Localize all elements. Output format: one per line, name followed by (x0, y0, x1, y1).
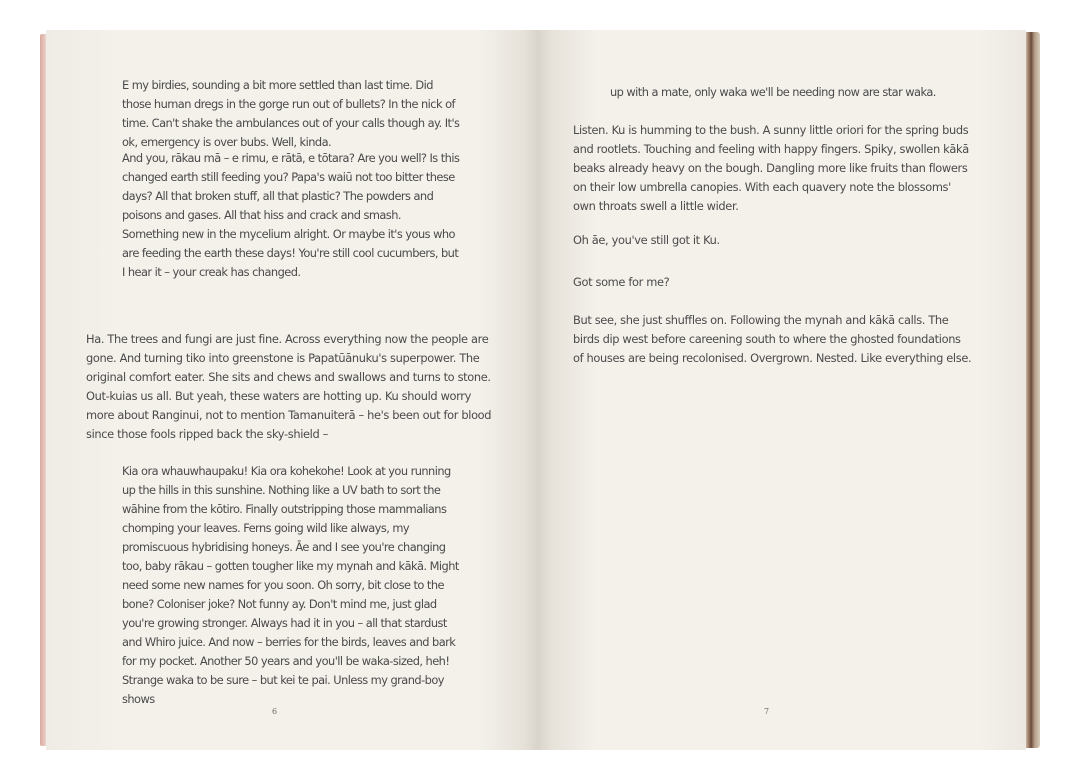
right-page-paragraph-4: Got some for me? (573, 275, 670, 289)
right-page-paragraph-3: Oh āe, you've still got it Ku. (573, 233, 720, 247)
page-number-left: 6 (272, 707, 278, 716)
left-page-paragraph-2: And you, rākau mā – e rimu, e rātā, e tōtara? Are you well? Is this changed earth still feeding you? Papa's waiū not too bitter these days? All that broken stuff, all that plastic? The powders and poisons and gases. All that hiss and crack and smash. Something new in the mycelium alright. Or maybe it's yous who are feeding the earth these days! You're still cool cucumbers, but I hear it – your creak has changed. (122, 151, 460, 279)
left-page-paragraph-3: Ha. The trees and fungi are just fine. Across everything now the people are gone. And turning tiko into greenstone is Papatūānuku's superpower. The original comfort eater. She sits and chews and swallows and turns to stone. Out-kuias us all. But yeah, these waters are hotting up. Ku should worry more about Ranginui, not to mention Tamanuiterā – he's been out for blood since those fools ripped back the sky-shield – (86, 332, 492, 441)
left-page-paragraph-1: E my birdies, sounding a bit more settled than last time. Did those human dregs in the gorge run out of bullets? In the nick of time. Can't shake the ambulances out of your calls though ay. It's ok, emergency is over bubs. Well, kinda. (122, 78, 460, 149)
open-book (40, 30, 1040, 750)
right-page (538, 30, 1026, 750)
left-page-paragraph-4: Kia ora whauwhaupaku! Kia ora kohekohe! Look at you running up the hills in this sunshine. Nothing like a UV bath to sort the wāhine from the kōtiro. Finally outstripping those mammalians chomping your leaves. Ferns going wild like always, my promiscuous hybridising honeys. Āe and I see you're changing too, baby rākau – gotten tougher like my mynah and kākā. Might need some new names for you soon. Oh sorry, bit close to the bone? Coloniser joke? Not funny ay. Don't mind me, just glad you're growing stronger. Always had it in you – all that stardust and Whiro juice. And now – berries for the birds, leaves and bark for my pocket. Another 50 years and you'll be waka-sized, heh! Strange waka to be sure – but kei te pai. Unless my grand-boy shows (122, 464, 459, 706)
book-page-edges-right (1024, 32, 1040, 748)
right-page-paragraph-1: up with a mate, only waka we'll be needing now are star waka. (610, 85, 936, 99)
right-page-paragraph-5: But see, she just shuffles on. Following the mynah and kākā calls. The birds dip west before careening south to where the ghosted foundations of houses are being recolonised. Overgrown. Nested. Like everything else. (573, 313, 972, 365)
right-page-paragraph-2: Listen. Ku is humming to the bush. A sunny little oriori for the spring buds and rootlets. Touching and feeling with happy fingers. Spiky, swollen kākā beaks already heavy on the bough. Dangling more like fruits than flowers on their low umbrella canopies. With each quavery note the blossoms' own throats swell a little wider. (573, 123, 969, 213)
left-page (46, 30, 538, 750)
page-number-right: 7 (764, 707, 770, 716)
